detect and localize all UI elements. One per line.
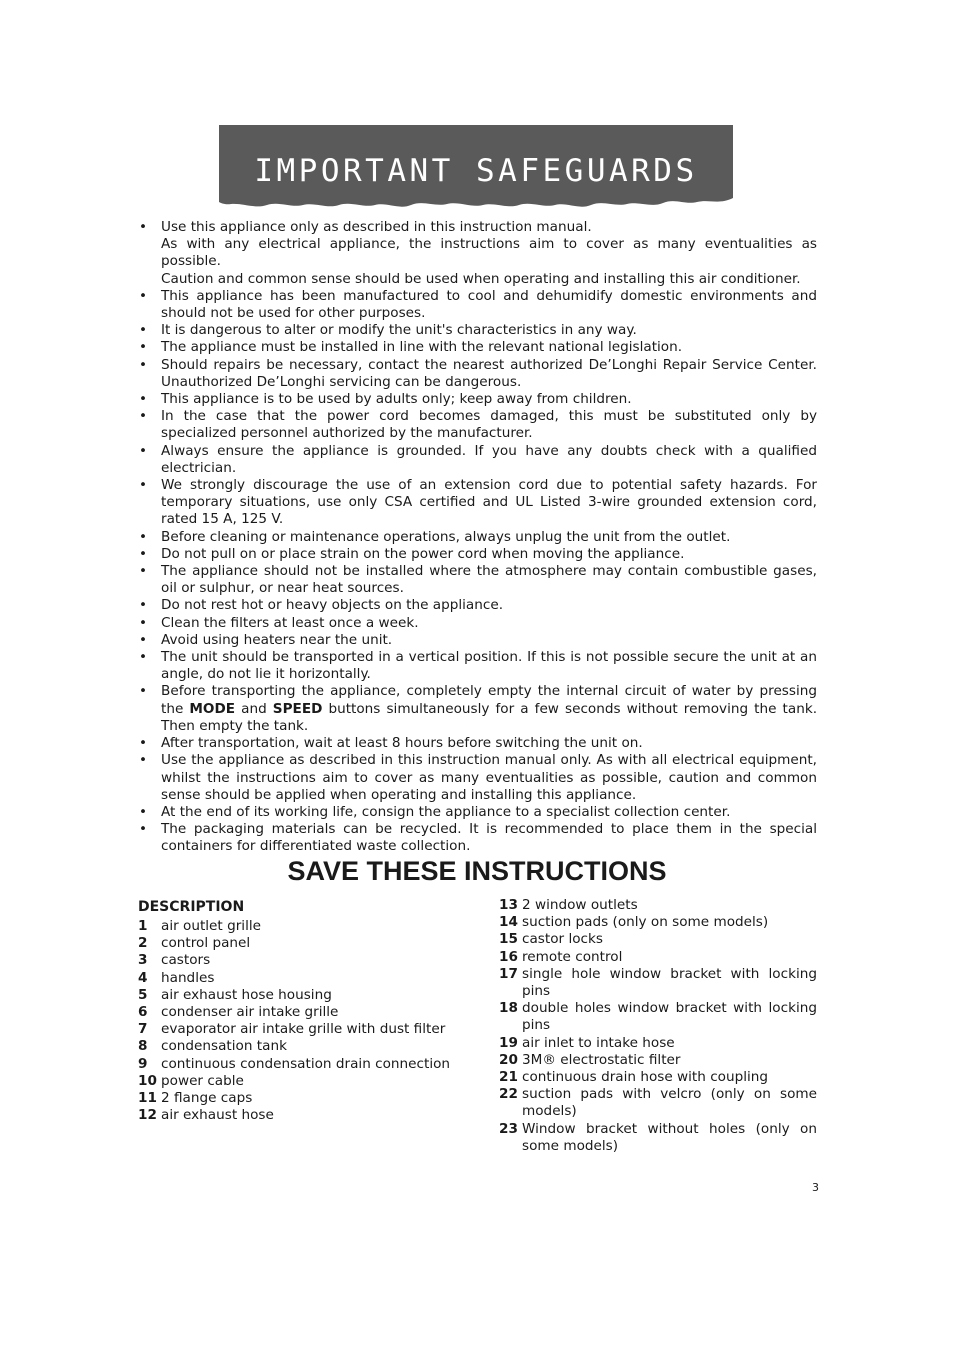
description-item [138,1090,456,1107]
bullet-icon: • [139,821,148,838]
description-heading: DESCRIPTION [138,899,245,915]
list-item [138,322,817,339]
description-item [138,1056,456,1073]
item-number: 7 [138,1021,148,1038]
item-label: Window bracket without holes (only on some models) [522,1120,817,1154]
item-number: 10 [138,1072,157,1089]
bullet-icon: • [139,803,148,820]
description-item [138,1038,456,1055]
description-item [499,1052,817,1069]
description-item [499,1121,817,1155]
description-item [499,914,817,931]
description-left-column [138,898,456,1124]
bullet-icon: • [139,528,148,545]
bullet-icon: • [139,735,148,752]
page-title: IMPORTANT SAFEGUARDS [254,153,698,189]
description-item [499,966,817,1000]
list-item [138,391,817,408]
item-label: castors [161,952,211,969]
safeguard-text-part: Before transporting the appliance, completely empty the internal circuit of water by pressing the [161,683,817,717]
description-item [499,1000,817,1034]
item-number: 14 [499,914,518,931]
item-label: air exhaust hose housing [161,986,332,1003]
item-number: 2 [138,935,148,952]
item-label: control panel [161,935,251,952]
item-number: 8 [138,1038,148,1055]
bullet-icon: • [139,477,148,494]
item-number: 6 [138,1004,148,1021]
description-item [499,1035,817,1052]
safeguard-text: Do not pull on or place strain on the power cord when moving the appliance. [161,545,685,562]
item-number: 20 [499,1051,518,1068]
item-number: 23 [499,1120,518,1137]
item-label: evaporator air intake grille with dust filter [161,1021,446,1038]
description-item [138,935,456,952]
safeguard-text: Caution and common sense should be used when operating and installing this air conditioner. [161,270,801,287]
safeguard-text: We strongly discourage the use of an extension cord due to potential safety hazards. For temporary situations, use only CSA certified and UL Listed 3-wire grounded extension cord, rated 15 A, 125 V. [161,477,817,528]
safeguard-text: After transportation, wait at least 8 hours before switching the unit on. [161,735,643,752]
item-number: 1 [138,918,148,934]
safeguard-text: As with any electrical appliance, the instructions aim to cover as many eventualities as possible. [161,236,817,270]
item-number: 22 [499,1086,518,1103]
item-label: continuous drain hose with coupling [522,1069,769,1086]
item-number: 15 [499,931,518,948]
item-number: 9 [138,1055,148,1072]
item-number: 3 [138,952,148,969]
description-item [138,1021,456,1038]
bullet-icon: • [139,408,148,425]
list-item [138,752,817,804]
description-item [499,897,817,914]
list-item [138,563,817,597]
list-item [138,357,817,391]
bullet-icon: • [139,339,148,356]
item-label: condenser air intake grille [161,1004,339,1021]
item-number: 13 [499,897,518,913]
bullet-icon: • [139,614,148,631]
bullet-icon: • [139,631,148,648]
bullet-icon: • [139,322,148,339]
description-item [138,987,456,1004]
description-item [499,931,817,948]
bullet-icon: • [139,287,148,304]
safeguard-text-part: and [235,700,273,717]
safeguard-text: Before cleaning or maintenance operations, always unplug the unit from the outlet. [161,528,731,545]
item-label: air inlet to intake hose [522,1034,675,1051]
safeguard-text: The unit should be transported in a vertical position. If this is not possible secure the unit at an angle, do not lie it horizontally. [161,649,817,683]
safeguard-text: At the end of its working life, consign the appliance to a specialist collection center. [161,803,731,820]
bullet-icon: • [139,649,148,666]
safeguard-text: This appliance has been manufactured to cool and dehumidify domestic environments and should not be used for other purposes. [161,287,817,322]
item-label: handles [161,969,215,986]
description-item [138,952,456,969]
description-list-right [499,897,817,1155]
list-item [138,546,817,563]
bullet-icon: • [139,391,148,408]
item-label: condensation tank [161,1038,287,1055]
button-name-mode: MODE [189,700,236,717]
item-label: 3M® electrostatic filter [522,1051,681,1068]
item-number: 5 [138,986,148,1003]
list-item [138,615,817,632]
bullet-icon: • [139,563,148,580]
list-item [138,339,817,356]
safeguard-text: Avoid using heaters near the unit. [161,631,393,648]
list-item [138,632,817,649]
list-item [138,683,817,735]
safeguard-text: Use the appliance as described in this instruction manual only. As with all electrical equipment, whilst the instructions aim to cover as many eventualities as possible, caution and common sense should be applied when operating and installing this appliance. [161,752,817,803]
item-number: 21 [499,1069,518,1086]
bullet-icon: • [139,683,148,700]
description-item [499,1069,817,1086]
save-instructions-heading: SAVE THESE INSTRUCTIONS [287,856,667,886]
item-number: 11 [138,1090,157,1107]
list-item [138,821,817,855]
bullet-icon: • [139,597,148,614]
title-banner [219,125,733,213]
safeguard-text: The packaging materials can be recycled. It is recommended to place them in the special containers for differentiated waste collection. [161,821,817,855]
safeguard-text-part: buttons simultaneously for a few seconds without removing the tank. Then empty the tank. [161,700,818,734]
item-label: castor locks [522,931,603,948]
item-number: 19 [499,1034,518,1051]
description-item [138,1073,456,1090]
item-label: suction pads with velcro (only on some models) [522,1086,817,1120]
item-label: air exhaust hose [161,1107,274,1124]
description-item [138,1004,456,1021]
list-item [138,597,817,614]
safeguards-list [138,219,817,856]
item-label: air outlet grille [161,918,261,934]
safeguard-text: Do not rest hot or heavy objects on the appliance. [161,597,504,614]
item-label: double holes window bracket with locking pins [522,1000,817,1034]
item-label: 2 flange caps [161,1090,253,1107]
safeguard-text [161,683,817,735]
list-item [138,529,817,546]
list-item [138,649,817,683]
list-item [138,477,817,529]
description-item [138,970,456,987]
item-label: 2 window outlets [522,897,638,913]
safeguard-text: Should repairs be necessary, contact the nearest authorized De’Longhi Repair Service Center. Unauthorized De’Longhi servicing can be dangerous. [161,356,817,390]
bullet-icon: • [139,752,148,769]
bullet-icon: • [139,545,148,562]
bullet-icon: • [139,356,148,373]
safeguard-text: The appliance should not be installed where the atmosphere may contain combustible gases, oil or sulphur, or near heat sources. [161,563,817,597]
safeguard-text: In the case that the power cord becomes damaged, this must be substituted only by specialized personnel authorized by the manufacturer. [161,408,817,442]
safeguard-text: Use this appliance only as described in this instruction manual. [161,219,592,235]
bullet-icon: • [139,442,148,459]
page-number: 3 [812,1181,819,1194]
safeguard-text: It is dangerous to alter or modify the unit's characteristics in any way. [161,322,637,339]
item-number: 16 [499,948,518,965]
description-item [499,1086,817,1120]
bullet-icon: • [139,219,148,235]
item-label: suction pads (only on some models) [522,914,769,931]
description-item [499,949,817,966]
list-item [138,408,817,442]
description-list-left [138,918,456,1124]
item-label: power cable [161,1072,244,1089]
list-item [138,735,817,752]
list-item [138,443,817,477]
safeguard-text: Clean the filters at least once a week. [161,614,419,631]
safeguard-text: Always ensure the appliance is grounded. If you have any doubts check with a qualified electrician. [161,442,817,476]
button-name-speed: SPEED [272,700,323,717]
description-right-column [499,897,817,1155]
description-item [138,918,456,935]
list-item [138,219,817,288]
description-item [138,1107,456,1124]
item-number: 17 [499,965,518,982]
item-label: remote control [522,948,623,965]
item-label: continuous condensation drain connection [161,1055,451,1072]
item-label: single hole window bracket with locking pins [522,965,817,1000]
item-number: 12 [138,1107,157,1124]
safeguard-text: The appliance must be installed in line with the relevant national legislation. [161,339,683,356]
item-number: 4 [138,969,148,986]
safeguard-text: This appliance is to be used by adults only; keep away from children. [161,391,632,408]
item-number: 18 [499,1000,518,1017]
list-item [138,288,817,322]
list-item [138,804,817,821]
